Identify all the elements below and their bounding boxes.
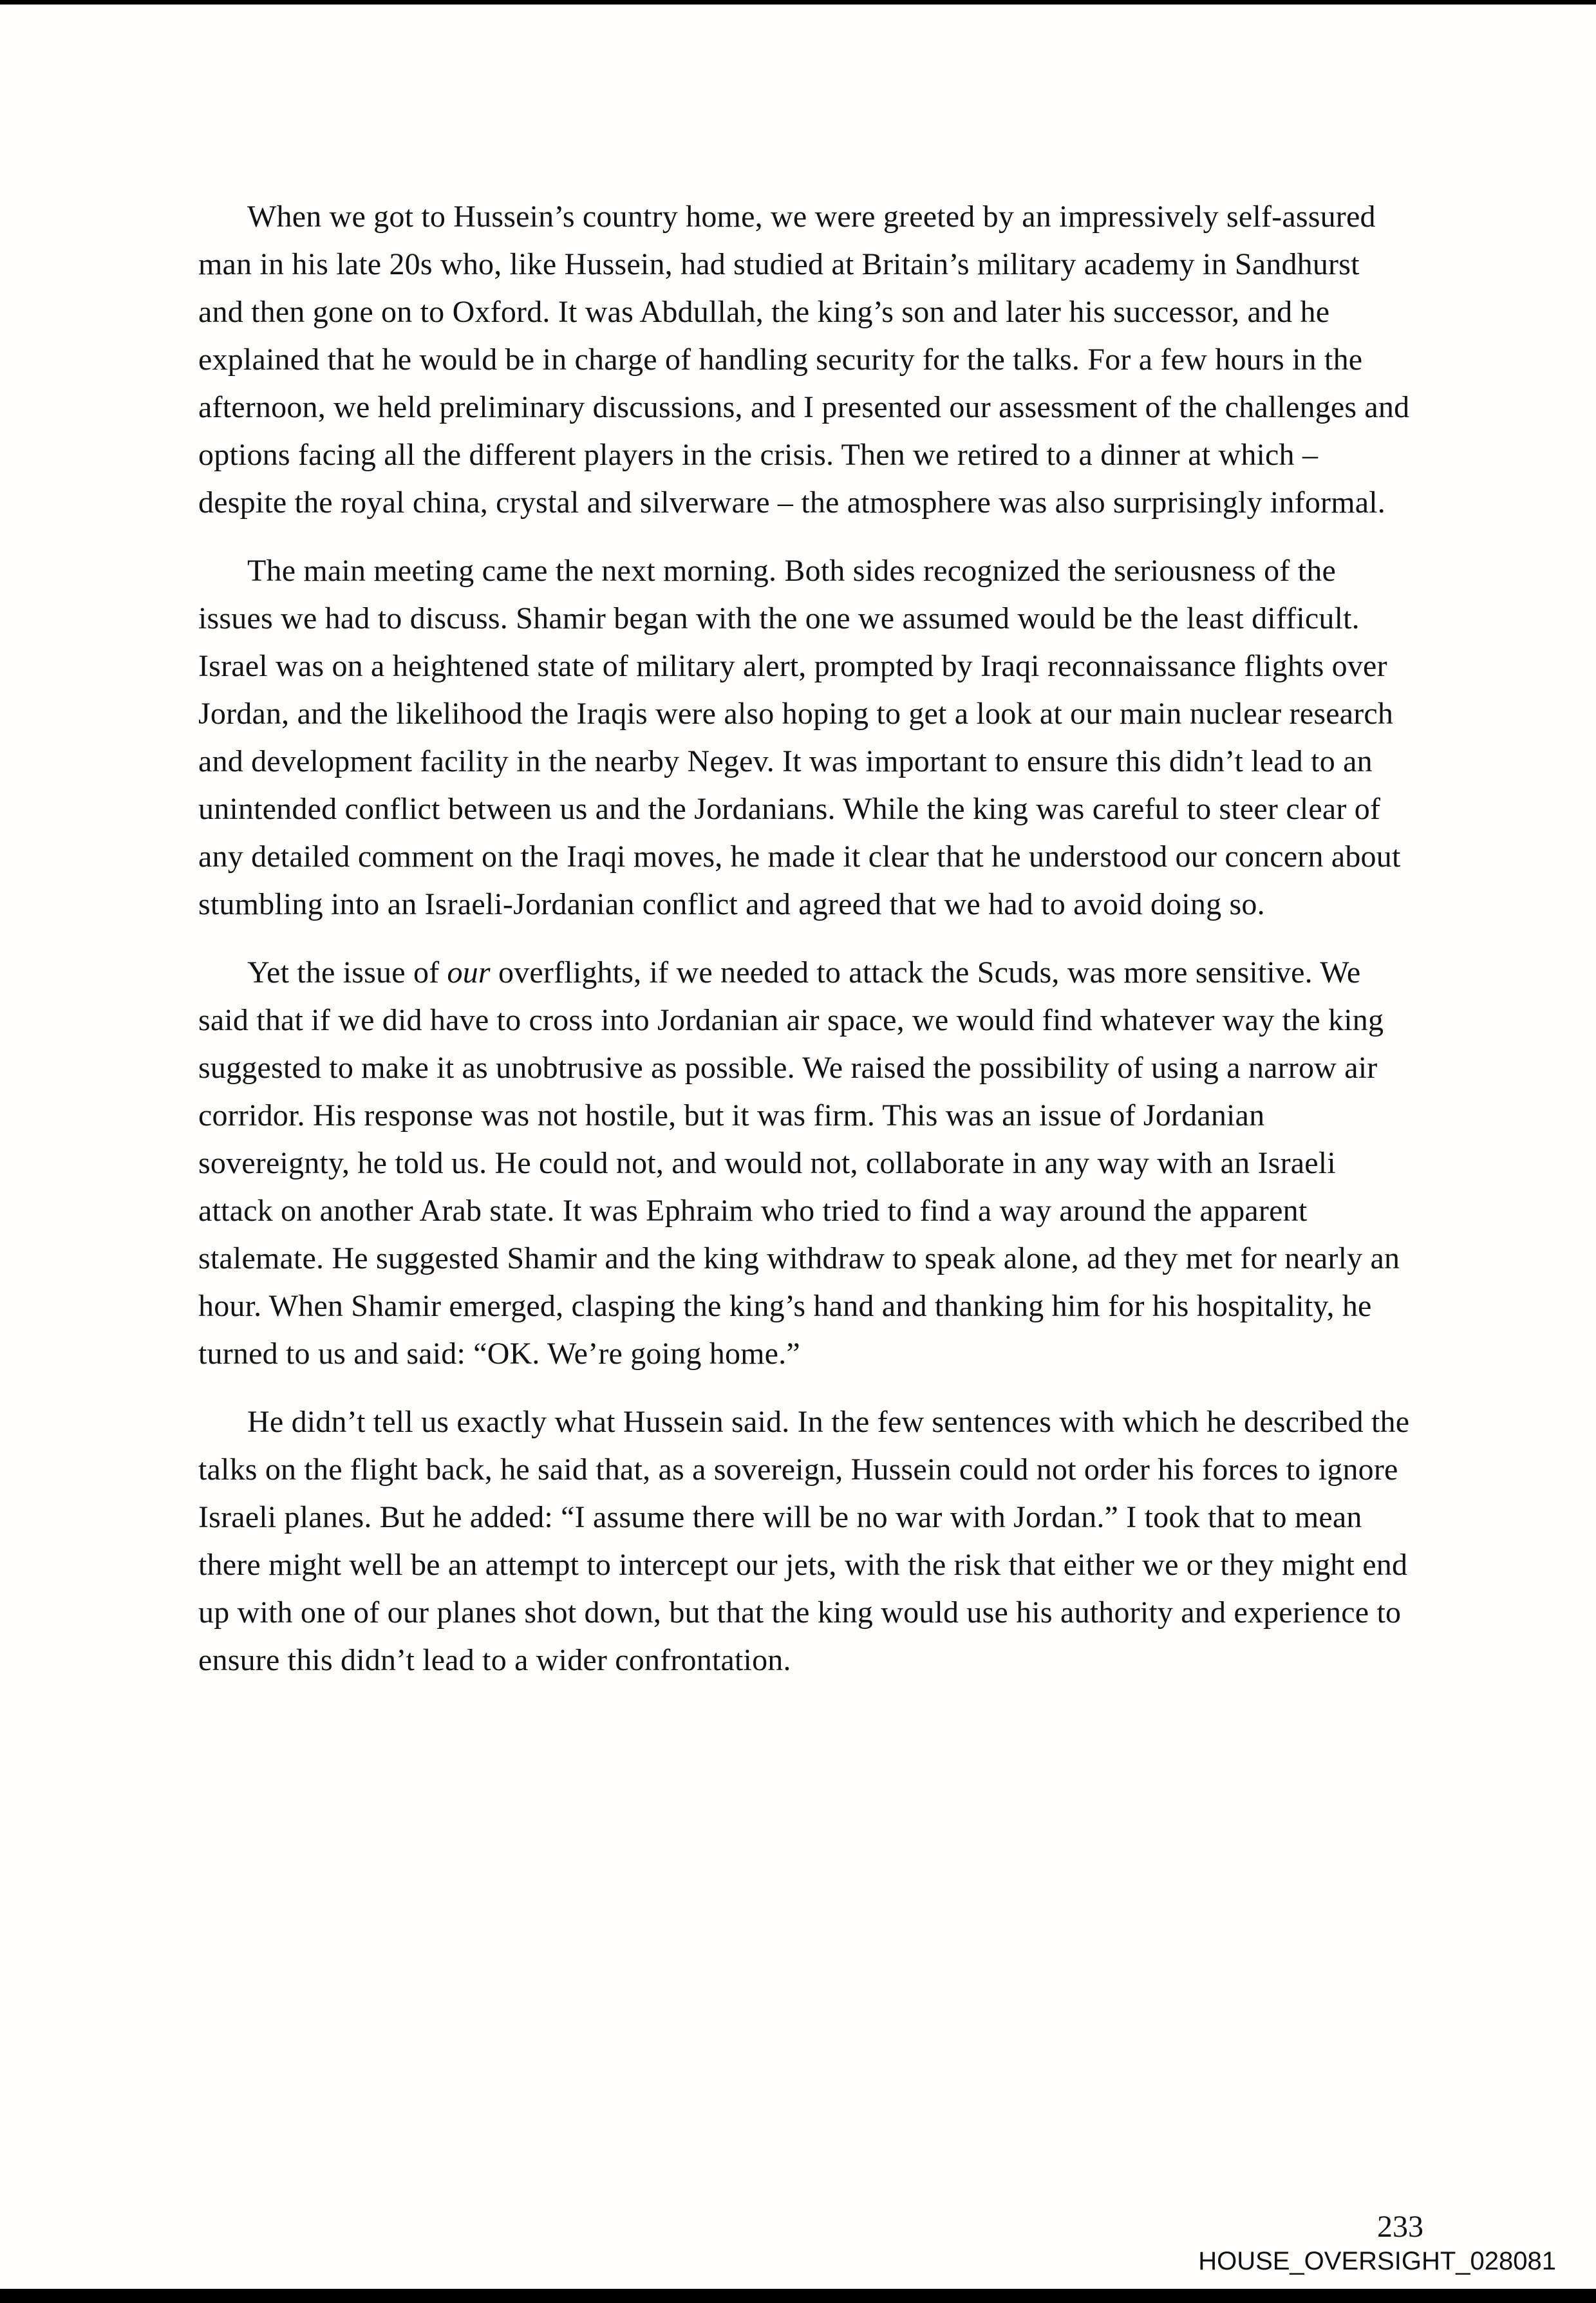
paragraph	[198, 1398, 1412, 1684]
paragraph	[198, 949, 1412, 1378]
paragraph	[198, 193, 1412, 527]
text-run: When we got to Hussein’s country home, we were greeted by an impressively self-assured man in his late 20s who, like Hussein, had studied at Britain’s military academy in Sandhurst and then gone on to Oxford. It was Abdullah, the king’s son and later his successor, and he explained that he would be in charge of handling security for the talks. For a few hours in the afternoon, we held preliminary discussions, and I presented our assessment of the challenges and options facing all the different players in the crisis. Then we retired to a dinner at which – despite the royal china, crystal and silverware – the atmosphere was also surprisingly informal.	[198, 200, 1410, 520]
page-body-text	[198, 193, 1412, 1705]
scan-edge-bottom	[0, 2289, 1596, 2303]
scan-edge-top	[0, 0, 1596, 5]
bates-stamp: HOUSE_OVERSIGHT_028081	[1198, 2247, 1556, 2275]
page-number: 233	[1377, 2210, 1423, 2244]
paragraph	[198, 547, 1412, 928]
text-run: The main meeting came the next morning. Both sides recognized the seriousness of the issues we had to discuss. Shamir began with the one we assumed would be the least difficult. Israel was on a heightened state of military alert, prompted by Iraqi reconnaissance flights over Jordan, and the likelihood the Iraqis were also hoping to get a look at our main nuclear research and development facility in the nearby Negev. It was important to ensure this didn’t lead to an unintended conflict between us and the Jordanians. While the king was careful to steer clear of any detailed comment on the Iraqi moves, he made it clear that he understood our concern about stumbling into an Israeli-Jordanian conflict and agreed that we had to avoid doing so.	[198, 554, 1401, 921]
text-run: Yet the issue of	[247, 955, 447, 990]
text-run: He didn’t tell us exactly what Hussein said. In the few sentences with which he described the talks on the flight back, he said that, as a sovereign, Hussein could not order his forces to ignore Israeli planes. But he added: “I assume there will be no war with Jordan.” I took that to mean there might well be an attempt to intercept our jets, with the risk that either we or they might end up with one of our planes shot down, but that the king would use his authority and experience to ensure this didn’t lead to a wider confrontation.	[198, 1405, 1410, 1677]
italic-text-run: our	[447, 955, 491, 990]
text-run: overflights, if we needed to attack the Scuds, was more sensitive. We said that if we did have to cross into Jordanian air space, we would find whatever way the king suggested to make it as unobtrusive as possible. We raised the possibility of using a narrow air corridor. His response was not hostile, but it was firm. This was an issue of Jordanian sovereignty, he told us. He could not, and would not, collaborate in any way with an Israeli attack on another Arab state. It was Ephraim who tried to find a way around the apparent stalemate. He suggested Shamir and the king withdraw to speak alone, ad they met for nearly an hour. When Shamir emerged, clasping the king’s hand and thanking him for his hospitality, he turned to us and said: “OK. We’re going home.”	[198, 955, 1400, 1371]
